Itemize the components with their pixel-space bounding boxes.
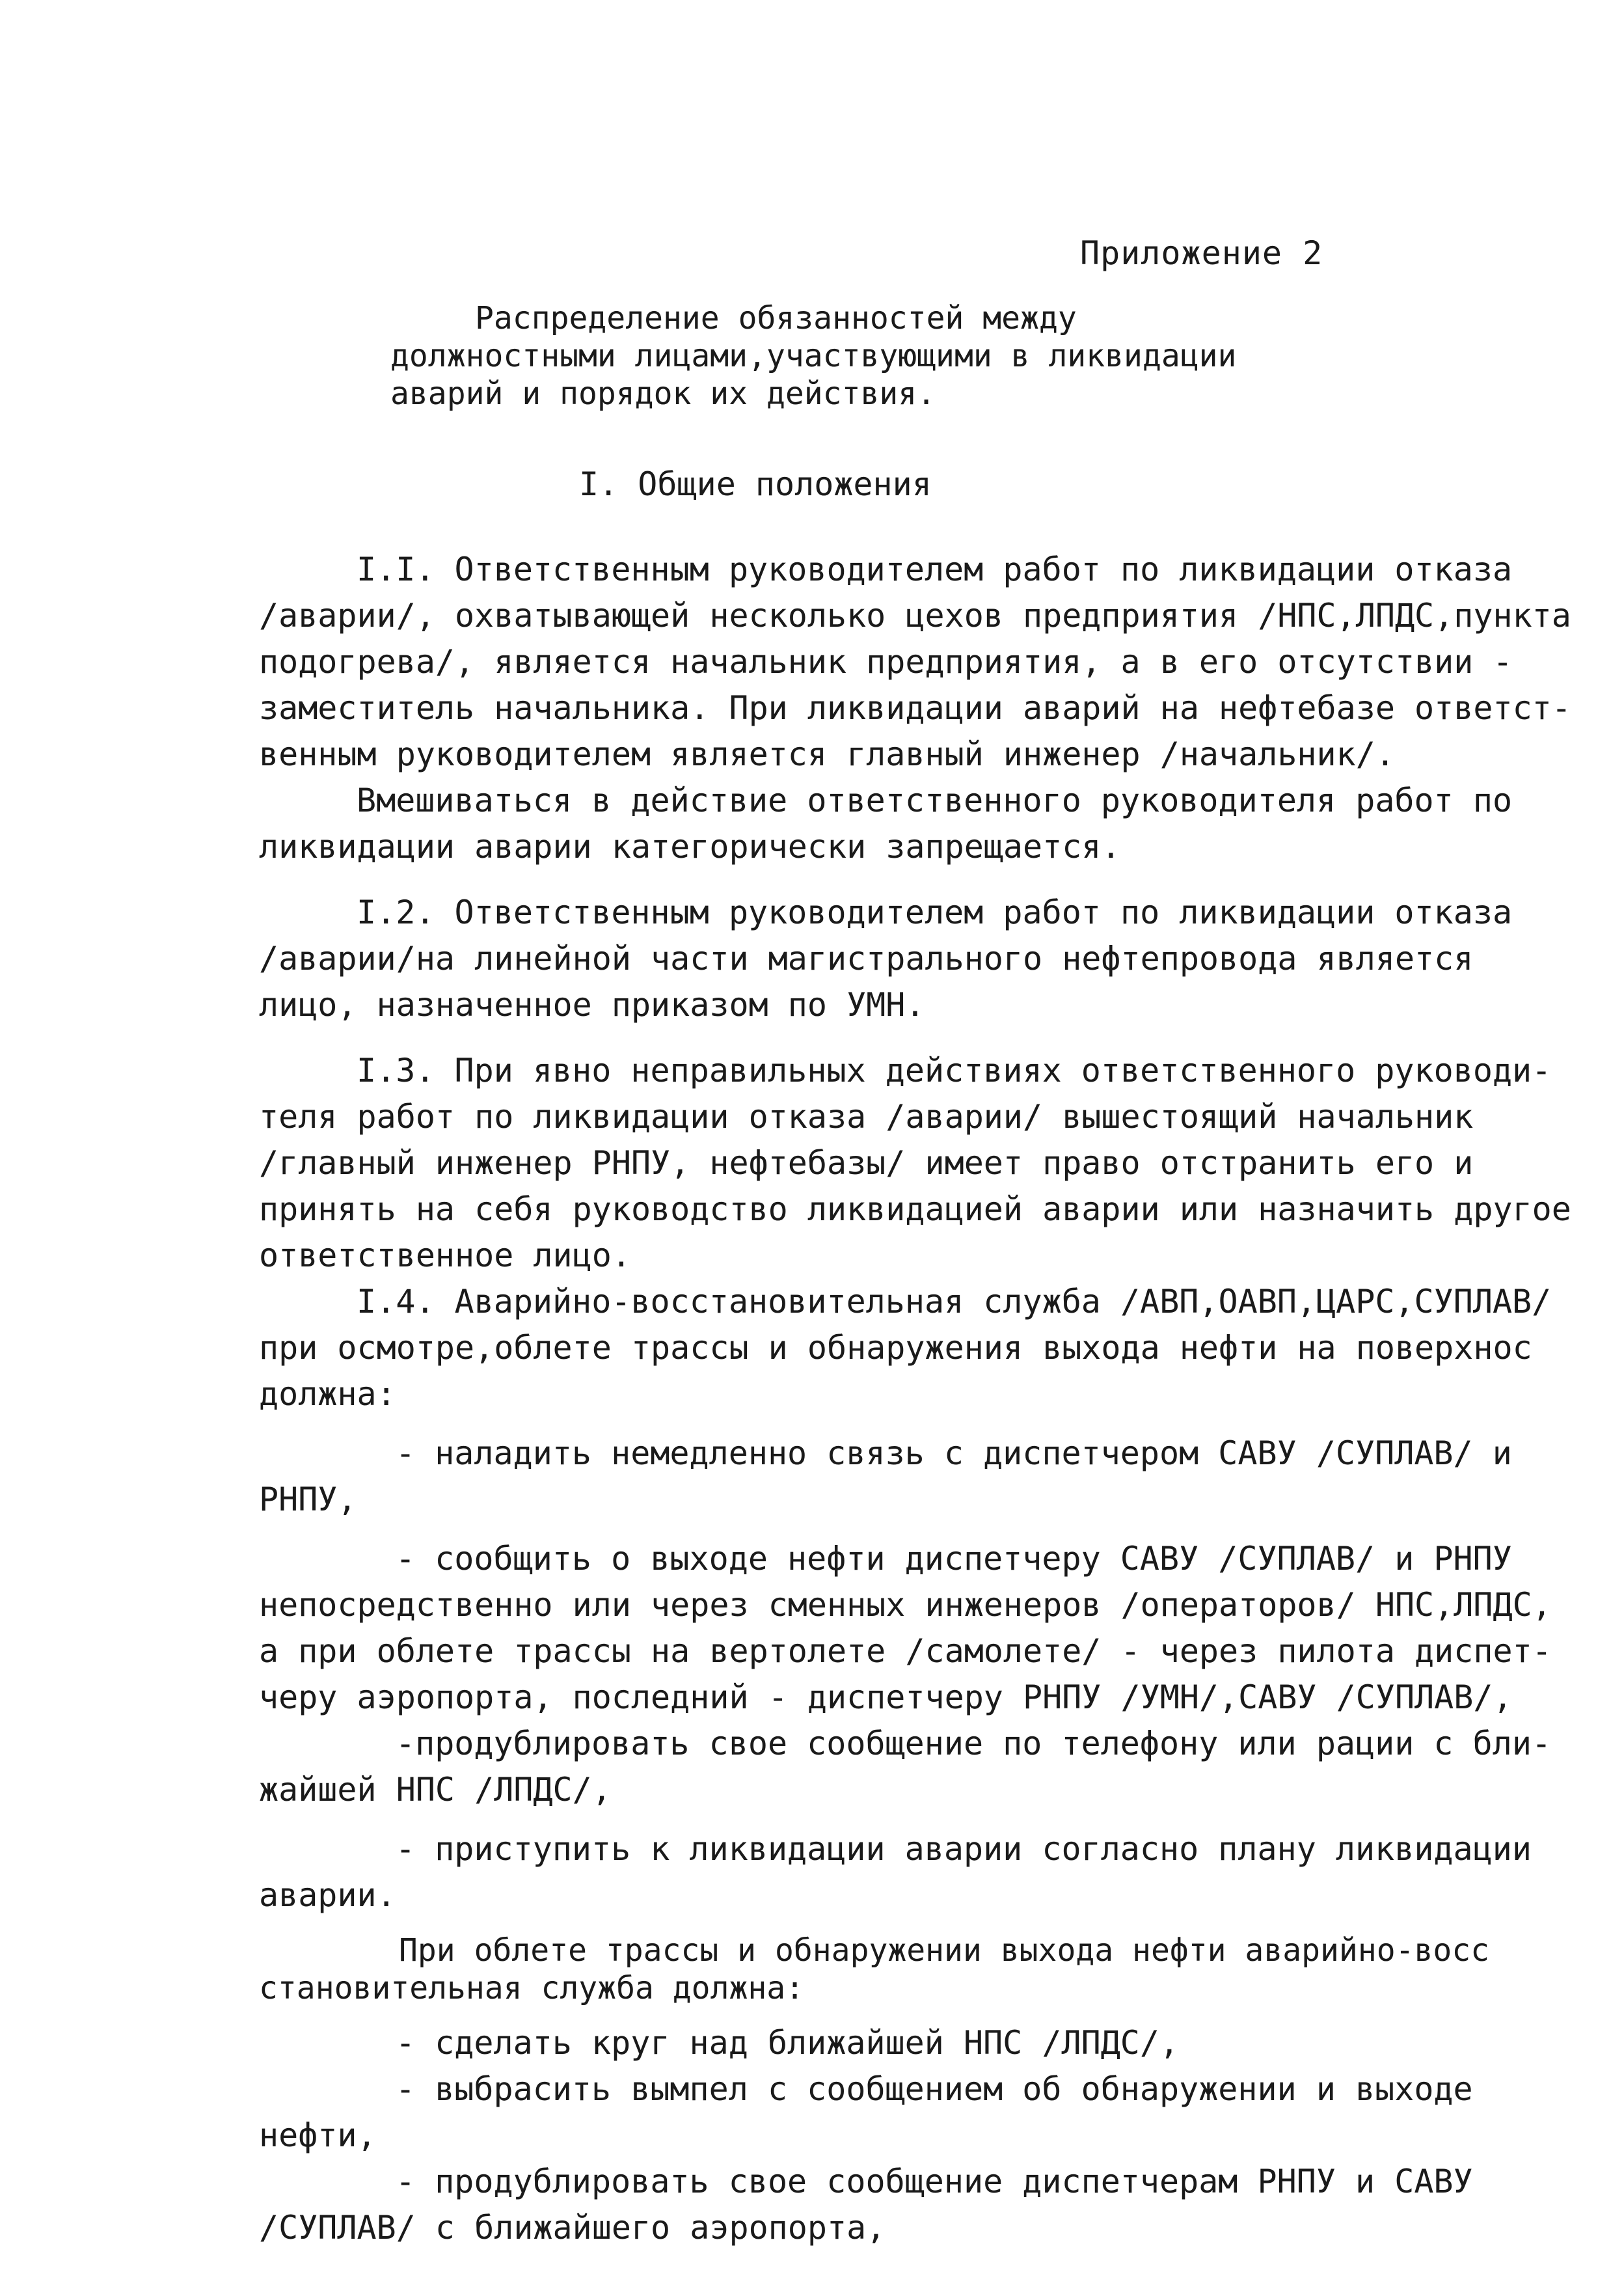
list-item-line: аварии.	[259, 1876, 396, 1914]
paragraph-1-2-line: лицо, назначенное приказом по УМН.	[259, 986, 925, 1024]
flight-item-line: - сделать круг над ближайшей НПС /ЛПДС/,	[396, 2024, 1180, 2062]
flight-item-line: - выбрасить вымпел с сообщением об обнаружении и выходе	[396, 2070, 1473, 2108]
list-item-line: а при облете трассы на вертолете /самолете/ - через пилота диспет-	[259, 1632, 1552, 1670]
paragraph-1-4-line: I.4. Аварийно-восстановительная служба /АВП,ОАВП,ЦАРС,СУПЛАВ/	[357, 1283, 1552, 1320]
paragraph-1-3-line: принять на себя руководство ликвидацией аварии или назначить другое	[259, 1190, 1571, 1228]
document-title	[390, 299, 1236, 413]
paragraph-1-4-line: при осмотре,облете трассы и обнаружения выхода нефти на поверхнос	[259, 1329, 1532, 1367]
paragraph-1-4-line: должна:	[259, 1375, 396, 1413]
list-item-line: - наладить немедленно связь с диспетчером САВУ /СУПЛАВ/ и	[396, 1434, 1512, 1472]
paragraph-1-1-line: подогрева/, является начальник предприятия, а в его отсутствии -	[259, 643, 1513, 681]
list-item-line: -продублировать свое сообщение по телефону или рации с бли-	[396, 1725, 1552, 1762]
paragraph-1-1-line: заместитель начальника. При ликвидации аварий на нефтебазе ответст-	[259, 689, 1571, 727]
paragraph-1-1b-line: Вмешиваться в действие ответственного руководителя работ по	[357, 782, 1513, 819]
paragraph-1-2-line: I.2. Ответственным руководителем работ по ликвидации отказа	[357, 894, 1513, 931]
list-item-line: - приступить к ликвидации аварии согласно плану ликвидации	[396, 1830, 1532, 1868]
list-item-line: черу аэропорта, последний - диспетчеру РНПУ /УМН/,САВУ /СУПЛАВ/,	[259, 1678, 1513, 1716]
title-line-1: Распределение обязанностей между	[475, 300, 1077, 336]
flight-item-line: нефти,	[259, 2116, 377, 2154]
title-line-3: аварий и порядок их действия.	[390, 376, 936, 412]
section-heading: I. Общие положения	[579, 465, 932, 503]
list-item-line: РНПУ,	[259, 1481, 357, 1518]
document-body	[259, 547, 1571, 2251]
title-line-2: должностными лицами,участвующими в ликвидации	[390, 338, 1237, 374]
paragraph-1-3-line: /главный инженер РНПУ, нефтебазы/ имеет право отстранить его и	[259, 1144, 1474, 1182]
paragraph-flight-line: При облете трассы и обнаружении выхода нефти аварийно-восс	[399, 1932, 1490, 1969]
paragraph-flight-line: становительная служба должна:	[259, 1970, 805, 2006]
list-item-line: жайшей НПС /ЛПДС/,	[259, 1771, 612, 1809]
paragraph-1-2-line: /аварии/на линейной части магистрального нефтепровода является	[259, 940, 1474, 977]
paragraph-1-1-line: венным руководителем является главный инженер /начальник/.	[259, 735, 1395, 773]
paragraph-1-1-line: /аварии/, охватывающей несколько цехов предприятия /НПС,ЛПДС,пункта	[259, 597, 1571, 635]
paragraph-1-1b-line: ликвидации аварии категорически запрещается.	[259, 828, 1121, 866]
paragraph-1-1-line: I.I. Ответственным руководителем работ по ликвидации отказа	[357, 551, 1513, 588]
paragraph-1-3-line: I.3. При явно неправильных действиях ответственного руководи-	[357, 1052, 1552, 1089]
list-item-line: - сообщить о выходе нефти диспетчеру САВУ /СУПЛАВ/ и РНПУ	[396, 1540, 1512, 1578]
paragraph-1-3-line: теля работ по ликвидации отказа /аварии/ вышестоящий начальник	[259, 1098, 1474, 1136]
list-item-line: непосредственно или через сменных инженеров /операторов/ НПС,ЛПДС,	[259, 1586, 1552, 1624]
paragraph-1-3-line: ответственное лицо.	[259, 1237, 631, 1274]
flight-item-line: - продублировать свое сообщение диспетчерам РНПУ и САВУ	[396, 2163, 1473, 2200]
appendix-label: Приложение 2	[1080, 234, 1323, 272]
flight-item-line: /СУПЛАВ/ с ближайшего аэропорта,	[259, 2209, 886, 2247]
